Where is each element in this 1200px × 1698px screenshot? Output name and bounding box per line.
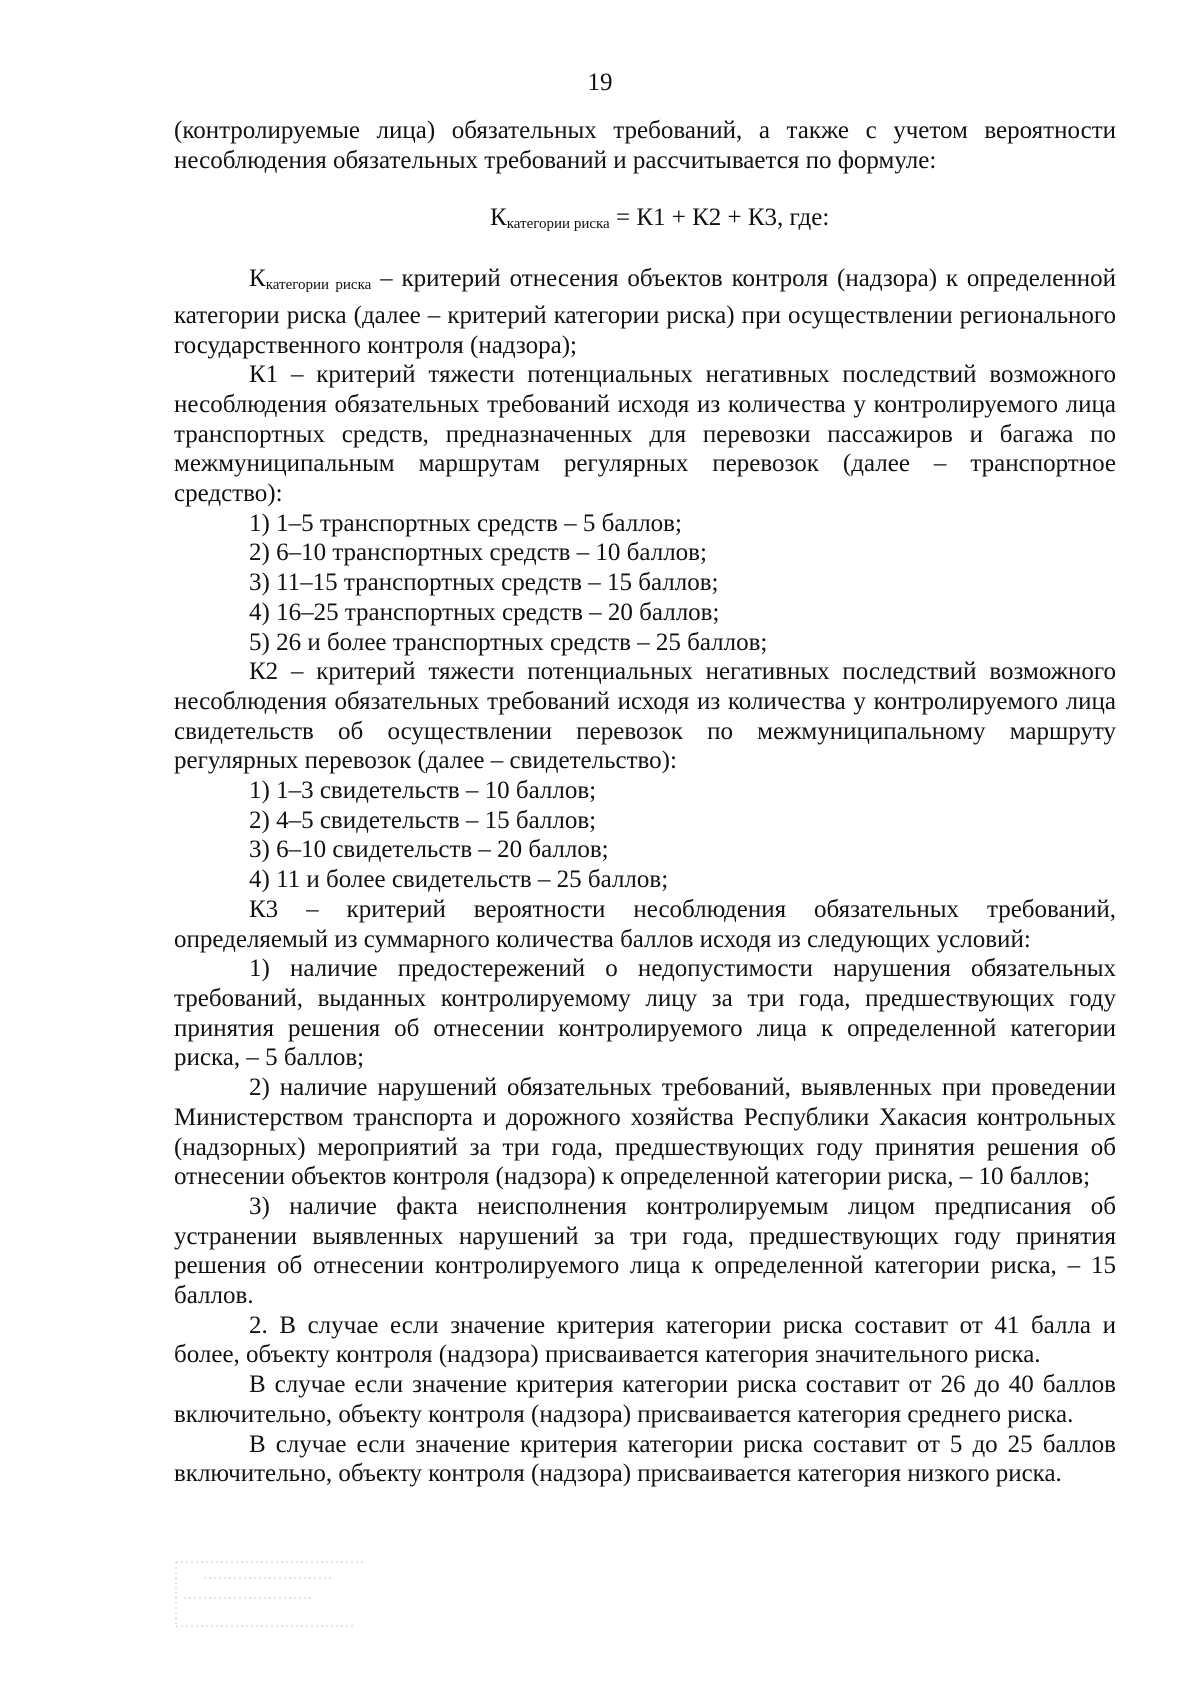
section2-paragraph: В случае если значение критерия категории риска составит от 26 до 40 баллов включительно, объекту контроля (надзора) присваивается категория среднего риска. [174,1371,1116,1428]
definition-k: К [249,265,266,293]
k1-item: 4) 16–25 транспортных средств – 20 баллов; [249,598,720,626]
k3-item: 2) наличие нарушений обязательных требований, выявленных при проведении Министерством транспорта и дорожного хозяйства Республики Хакасия контрольных (надзорных) мероприятий за три года, предшествующих году принятия решения об отнесении объектов контроля (надзора) к определенной категории риска, – 10 баллов; [174,1074,1116,1191]
k2-item: 4) 11 и более свидетельств – 25 баллов; [249,866,669,894]
k1-item: 5) 26 и более транспортных средств – 25 баллов; [249,628,768,656]
k1-item: 3) 11–15 транспортных средств – 15 баллов; [249,569,719,597]
k2-paragraph: К2 – критерий тяжести потенциальных негативных последствий возможного несоблюдения обязательных требований исходя из количества у контролируемого лица свидетельств об осуществлении перевозок по межмуниципальному маршруту регулярных перевозок (далее – свидетельство): [174,658,1116,775]
k2-item: 3) 6–10 свидетельств – 20 баллов; [249,836,609,864]
k1-item: 1) 1–5 транспортных средств – 5 баллов; [249,509,682,537]
scan-artifact [174,1558,374,1630]
formula-subscript: категории риска [506,216,610,233]
definition-subscript: категории риска [265,277,372,294]
k1-paragraph: К1 – критерий тяжести потенциальных негативных последствий возможного несоблюдения обязательных требований исходя из количества у контролируемого лица транспортных средств, предназначенных для перевозки пассажиров и багажа по межмуниципальным маршрутам регулярных перевозок (далее – транспортное средство): [174,361,1116,508]
definition-text: – критерий отнесения объектов контроля (надзора) к определенной категории риска (далее – критерий категории риска) при осуществлении регионального государственного контроля (надзора); [174,265,1117,359]
k3-paragraph: К3 – критерий вероятности несоблюдения обязательных требований, определяемый из суммарного количества баллов исходя из следующих условий: [174,895,1116,953]
k2-item: 1) 1–3 свидетельств – 10 баллов; [249,777,597,805]
k3-item: 3) наличие факта неисполнения контролируемым лицом предписания об устранении выявленных нарушений за три года, предшествующих году принятия решения об отнесении контролируемого лица к определенной категории риска, – 15 баллов. [174,1192,1116,1310]
document-body [174,116,1116,1489]
section2-paragraph: 2. В случае если значение критерия категории риска составит от 41 балла и более, объекту контроля (надзора) присваивается категория значительного риска. [174,1311,1116,1369]
formula-expression: = К1 + К2 + К3, где: [609,204,830,232]
k2-item: 2) 4–5 свидетельств – 15 баллов; [249,806,597,834]
k3-item: 1) наличие предостережений о недопустимости нарушения обязательных требований, выданных контролируемому лицу за три года, предшествующих году принятия решения об отнесении контролируемого лица к определенной категории риска, – 5 баллов; [174,955,1116,1072]
section2-paragraph: В случае если значение критерия категории риска составит от 5 до 25 баллов включительно, объекту контроля (надзора) присваивается категория низкого риска. [174,1430,1116,1488]
intro-paragraph: (контролируемые лица) обязательных требований, а также с учетом вероятности несоблюдения обязательных требований и рассчитывается по формуле: [174,117,1116,174]
risk-formula [174,203,1116,240]
page-number: 19 [587,69,613,96]
definition-paragraph [174,264,1116,360]
k1-item: 2) 6–10 транспортных средств – 10 баллов; [249,539,707,567]
formula-k: К [490,204,507,232]
